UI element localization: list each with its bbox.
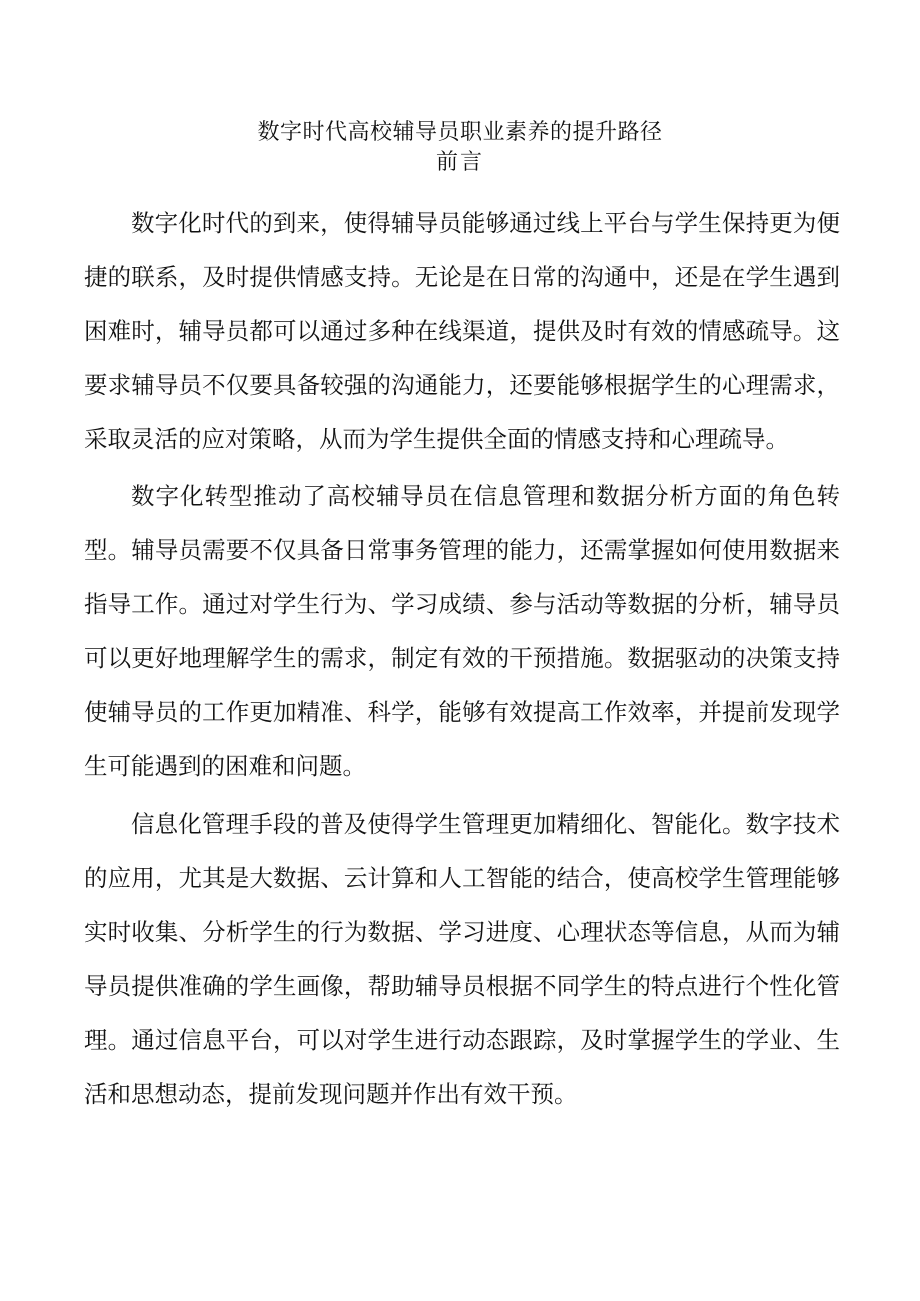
paragraph-2: 数字化转型推动了高校辅导员在信息管理和数据分析方面的角色转型。辅导员需要不仅具备日常事务管理的能力，还需掌握如何使用数据来指导工作。通过对学生行为、学习成绩、参与活动等数据的分析，辅导员可以更好地理解学生的需求，制定有效的干预措施。数据驱动的决策支持使辅导员的工作更加精准、科学，能够有效提高工作效率，并提前发现学生可能遇到的困难和问题。 — [84, 482, 840, 780]
paragraph-3: 信息化管理手段的普及使得学生管理更加精细化、智能化。数字技术的应用，尤其是大数据、云计算和人工智能的结合，使高校学生管理能够实时收集、分析学生的行为数据、学习进度、心理状态等信息，从而为辅导员提供准确的学生画像，帮助辅导员根据不同学生的特点进行个性化管理。通过信息平台，可以对学生进行动态跟踪，及时掌握学生的学业、生活和思想动态，提前发现问题并作出有效干预。 — [84, 810, 840, 1108]
document-title: 数字时代高校辅导员职业素养的提升路径 — [257, 120, 663, 145]
section-heading: 前言 — [435, 150, 484, 175]
paragraph-1: 数字化时代的到来，使得辅导员能够通过线上平台与学生保持更为便捷的联系，及时提供情感支持。无论是在日常的沟通中，还是在学生遇到困难时，辅导员都可以通过多种在线渠道，提供及时有效的情感疏导。这要求辅导员不仅要具备较强的沟通能力，还要能够根据学生的心理需求，采取灵活的应对策略，从而为学生提供全面的情感支持和心理疏导。 — [84, 209, 840, 453]
